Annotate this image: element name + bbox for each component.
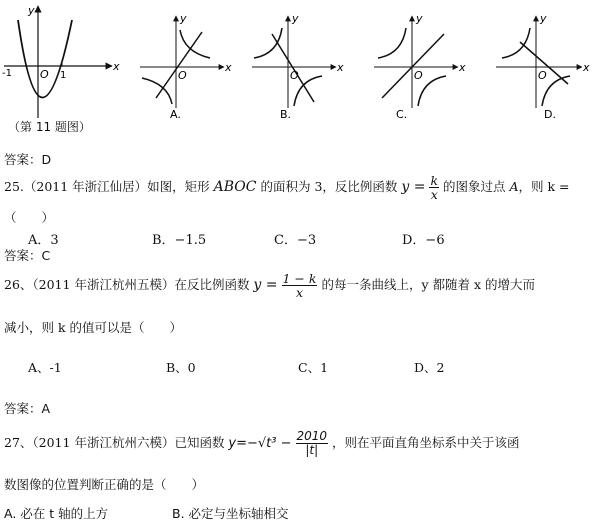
q26-answer: 答案：A xyxy=(4,401,51,416)
origin-label: O xyxy=(40,68,49,81)
svg-text:x: x xyxy=(459,61,466,74)
q27-stem: 27、（2011 年浙江杭州六模）已知函数 y=−√t³ − $\frac{2010}{|t|}$ ，则在平面直角坐标系中关于该函 xyxy=(4,429,520,457)
q11-answer: 答案：D xyxy=(4,152,52,167)
q25-fraction: $\frac{k}{x}$ xyxy=(430,173,439,202)
svg-text:x: x xyxy=(337,61,344,74)
svg-text:O: O xyxy=(414,69,423,82)
q26-option-d: D、2 xyxy=(414,360,445,375)
tick-pos-label: 1 xyxy=(60,70,67,81)
parabola-curve xyxy=(18,20,72,98)
q25-option-b: B．−1.5 xyxy=(152,233,207,248)
option-a-label: A. xyxy=(170,108,181,121)
line-a xyxy=(156,32,202,98)
svg-text:x: x xyxy=(583,61,590,74)
svg-text:y: y xyxy=(180,12,187,25)
q25-blank: （ ） xyxy=(4,210,55,225)
q27-line2: 数图像的位置判断正确的是（ ） xyxy=(4,477,205,492)
q26-option-b: B、0 xyxy=(166,360,196,375)
q27-option-a: A. 必在 t 轴的上方 xyxy=(4,506,109,521)
line-b xyxy=(272,34,314,102)
svg-text:y: y xyxy=(416,12,423,25)
q25-stem: 25.（2011 年浙江仙居）如图，矩形 ABOC 的面积为 3，反比例函数 y = $\frac{k}{x}$ 的图象过点 A，则 k = xyxy=(4,173,570,202)
svg-text:y: y xyxy=(540,12,547,25)
option-d-label: D. xyxy=(544,108,556,121)
q26-option-c: C、1 xyxy=(298,360,329,375)
y-label: y xyxy=(28,4,35,17)
figure-caption: （第 11 题图） xyxy=(8,120,91,134)
tick-neg-label: -1 xyxy=(2,68,12,79)
q25-option-c: C．−3 xyxy=(274,233,317,248)
svg-text:O: O xyxy=(538,69,547,82)
q26-line2: 减小，则 k 的值可以是（ ） xyxy=(4,320,183,335)
q26-stem: 26、（2011 年浙江杭州五模）在反比例函数 y = $\frac{1 - k}{x}$ 的每一条曲线上，y 都随着 x 的增大而 xyxy=(4,271,535,300)
svg-text:y: y xyxy=(292,12,299,25)
q27-fraction: $\frac{2010}{|t|}$ xyxy=(296,429,328,457)
x-label: x xyxy=(113,60,120,73)
q25-option-d: D．−6 xyxy=(402,233,445,248)
q26-fraction: $\frac{1 - k}{x}$ xyxy=(282,271,317,300)
main-parabola-graph xyxy=(0,0,130,120)
option-graph-d xyxy=(492,12,600,122)
svg-text:O: O xyxy=(290,69,299,82)
q27-option-b: B. 必定与坐标轴相交 xyxy=(172,506,289,521)
option-c-label: C. xyxy=(396,108,408,121)
line-c xyxy=(382,34,444,98)
svg-text:O: O xyxy=(178,69,187,82)
option-graph-c xyxy=(370,12,480,122)
q25-answer: 答案：C xyxy=(4,248,51,263)
q25-option-a: A．3 xyxy=(28,233,59,248)
option-graph-a xyxy=(132,12,242,122)
q26-option-a: A、-1 xyxy=(28,360,62,375)
q25-rect-name: ABOC xyxy=(213,179,257,195)
option-graph-b xyxy=(248,12,358,122)
svg-text:x: x xyxy=(225,61,232,74)
option-b-label: B. xyxy=(280,108,292,121)
